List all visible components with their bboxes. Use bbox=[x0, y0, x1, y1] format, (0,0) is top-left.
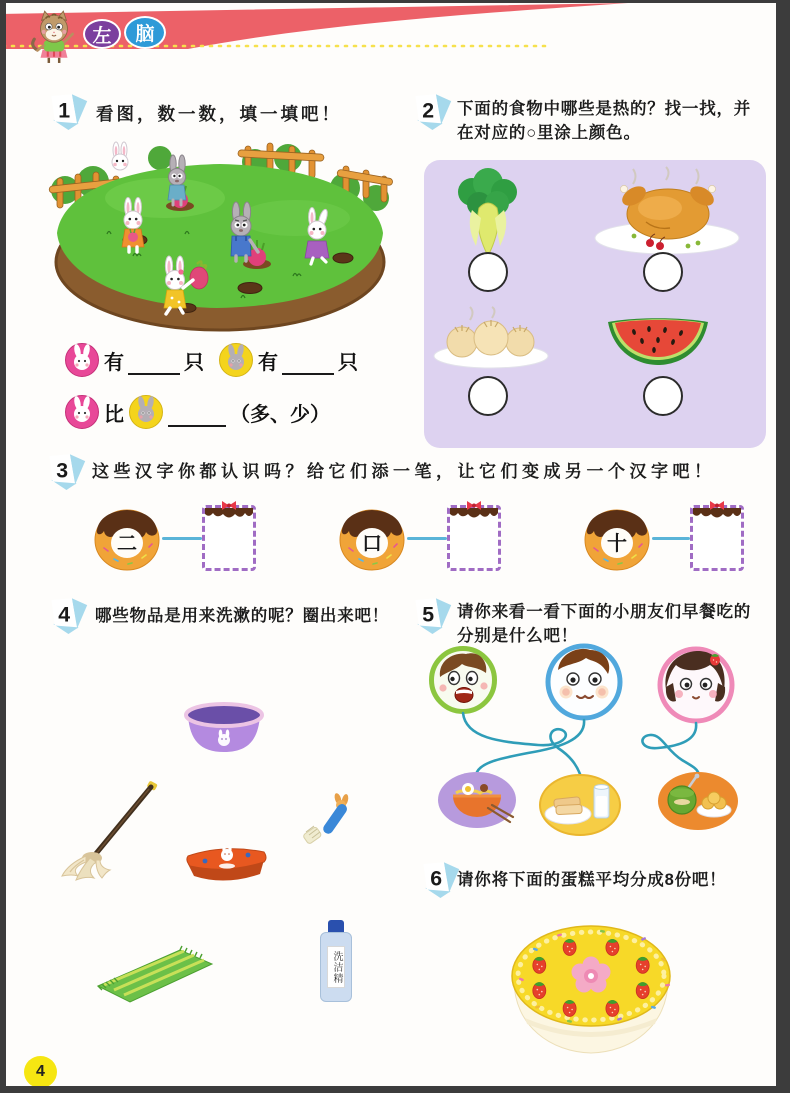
meal-toast-and-milk[interactable] bbox=[538, 772, 622, 838]
bottle-label: 洗洁精 bbox=[327, 946, 345, 988]
exercise-2-title: 下面的食物中哪些是热的？找一找，并在对应的○里涂上颜色。 bbox=[457, 100, 752, 142]
gray-rabbit-badge-icon bbox=[218, 342, 254, 378]
hot-food-circle-cabbage[interactable] bbox=[468, 252, 508, 292]
exercise-1-title: 看图，数一数，填一填吧！ bbox=[96, 104, 342, 124]
answer-box-1[interactable] bbox=[202, 505, 256, 571]
donut-character-icon bbox=[92, 506, 162, 572]
strawberry-cake[interactable] bbox=[505, 918, 677, 1060]
exercise-5-number-badge bbox=[412, 596, 458, 638]
hot-food-circle-buns[interactable] bbox=[468, 376, 508, 416]
has-label: 有 bbox=[104, 351, 124, 374]
towel-icon[interactable] bbox=[92, 938, 218, 1006]
has-label: 有 bbox=[258, 351, 278, 374]
compare-answer-blank[interactable] bbox=[168, 403, 226, 427]
brand-badge-left-label: 左 bbox=[92, 25, 112, 47]
workbook-page bbox=[6, 3, 776, 1086]
gray-count-blank[interactable] bbox=[282, 351, 334, 375]
character-to-change: 十 bbox=[607, 533, 627, 555]
cat-mascot-icon bbox=[28, 8, 80, 64]
white-rabbit-icon bbox=[112, 142, 128, 170]
roast-chicken-icon bbox=[588, 166, 746, 260]
meal-porridge-and-buns[interactable] bbox=[656, 770, 740, 834]
header-band bbox=[6, 3, 776, 80]
donut-box-connector bbox=[407, 537, 447, 540]
bow-icon bbox=[708, 500, 726, 511]
page-number bbox=[24, 1056, 57, 1086]
donut-character-icon bbox=[337, 506, 407, 572]
basin-icon[interactable] bbox=[182, 702, 266, 760]
toothbrush-icon[interactable] bbox=[300, 792, 350, 844]
field-grass bbox=[57, 164, 383, 308]
white-rabbit-badge-icon bbox=[64, 394, 100, 430]
exercise-6-number: 6 bbox=[430, 866, 443, 891]
cabbage-icon bbox=[452, 168, 524, 260]
hot-food-circle-chicken[interactable] bbox=[643, 252, 683, 292]
brand-badge-right bbox=[124, 16, 166, 49]
exercise-2-number-badge bbox=[412, 92, 458, 134]
strawberry-icon bbox=[636, 982, 649, 999]
exercise-4-number: 4 bbox=[58, 602, 71, 627]
exercise-5-number: 5 bbox=[422, 602, 435, 627]
exercise-2-number: 2 bbox=[422, 98, 435, 123]
white-rabbit-badge-icon bbox=[64, 342, 100, 378]
meal-noodle-bowl[interactable] bbox=[436, 770, 518, 832]
strawberry-icon bbox=[563, 939, 576, 956]
character-to-change: 口 bbox=[362, 533, 382, 555]
exercise-3-number-badge bbox=[46, 452, 92, 494]
gray-rabbit-badge-icon bbox=[128, 394, 164, 430]
donut-character-icon bbox=[582, 506, 652, 572]
compare-options-label: （多、少） bbox=[230, 403, 330, 426]
exercise-5-title: 请你来看一看下面的小朋友们早餐吃的分别是什么吧！ bbox=[457, 603, 752, 645]
strawberry-icon bbox=[606, 939, 619, 956]
gray-rabbit-icon bbox=[168, 155, 186, 205]
exercise-3-title: 这些汉字你都认识吗？给它们添一笔，让它们变成另一个汉字吧！ bbox=[92, 462, 716, 481]
brand-badge-left bbox=[83, 19, 121, 49]
donut-box-connector bbox=[162, 537, 202, 540]
hot-food-circle-watermelon[interactable] bbox=[643, 376, 683, 416]
answer-box-2[interactable] bbox=[447, 505, 501, 571]
strawberry-icon bbox=[636, 957, 649, 974]
white-count-blank[interactable] bbox=[128, 351, 180, 375]
answer-box-3[interactable] bbox=[690, 505, 744, 571]
exercise-1-number: 1 bbox=[58, 98, 71, 123]
steamed-buns-icon bbox=[430, 306, 552, 370]
strawberry-icon bbox=[606, 1000, 619, 1017]
soap-box-icon[interactable] bbox=[180, 842, 270, 886]
detergent-bottle[interactable] bbox=[320, 920, 352, 1002]
character-to-change: 二 bbox=[117, 533, 137, 555]
compare-fill-row bbox=[64, 394, 330, 430]
rabbit-field-illustration bbox=[45, 138, 395, 343]
strawberry-icon bbox=[563, 1000, 576, 1017]
unit-label: 只 bbox=[184, 351, 204, 374]
watermelon-icon bbox=[602, 308, 714, 368]
exercise-6-title: 请你将下面的蛋糕平均分成8份吧！ bbox=[457, 871, 727, 889]
count-fill-row bbox=[64, 342, 358, 378]
exercise-3-number: 3 bbox=[56, 458, 69, 483]
bow-icon bbox=[220, 500, 238, 511]
exercise-4-title: 哪些物品是用来洗漱的呢？圈出来吧！ bbox=[95, 607, 390, 625]
donut-box-connector bbox=[652, 537, 690, 540]
brand-badge-right-label: 脑 bbox=[135, 24, 155, 45]
strawberry-icon bbox=[533, 957, 546, 974]
page-number-text: 4 bbox=[36, 1063, 45, 1080]
exercise-1-number-badge bbox=[48, 92, 94, 134]
mop-icon[interactable] bbox=[56, 780, 161, 882]
compare-label: 比 bbox=[104, 403, 124, 426]
unit-label: 只 bbox=[338, 351, 358, 374]
exercise-4-number-badge bbox=[48, 596, 94, 638]
strawberry-icon bbox=[533, 982, 546, 999]
bow-icon bbox=[465, 500, 483, 511]
